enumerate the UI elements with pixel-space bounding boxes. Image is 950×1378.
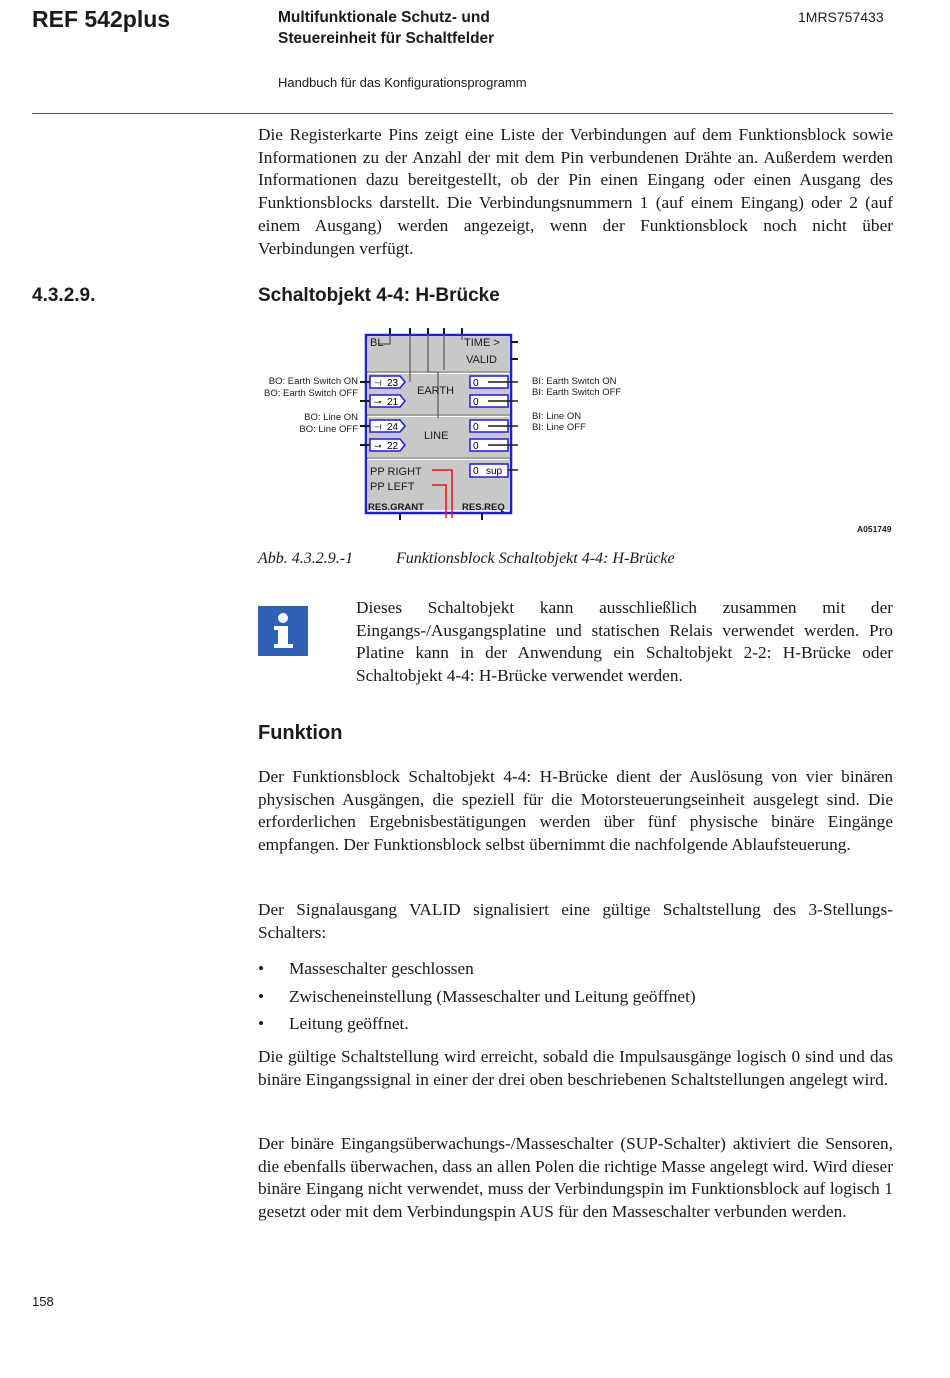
document-title <box>278 7 494 49</box>
bullet-icon: • <box>258 986 265 1006</box>
bullet-icon: • <box>258 959 265 978</box>
svg-text:0: 0 <box>473 397 479 408</box>
bullet-list <box>258 958 893 1041</box>
svg-text:⊣: ⊣ <box>374 422 382 432</box>
funktion-paragraph-2: Der Signalausgang VALID signalisiert eine gültige Schaltstellung des 3-Stellungs-Schalters: <box>258 900 893 942</box>
bl-label: BL <box>370 337 384 349</box>
info-icon <box>258 606 308 656</box>
function-block-diagram <box>250 322 670 522</box>
list-item: • Zwischeneinstellung (Masseschalter und Leitung geöffnet) <box>258 986 893 1014</box>
document-title-line-2: Steuereinheit für Schaltfelder <box>278 30 495 47</box>
label-bi-earth-off: BI: Earth Switch OFF <box>532 387 622 398</box>
label-bi-line-off: BI: Line OFF <box>532 422 586 433</box>
bullet-icon: • <box>258 1014 265 1033</box>
svg-text:22: 22 <box>387 441 399 452</box>
label-bi-earth-on: BI: Earth Switch ON <box>532 376 617 387</box>
svg-text:⊣: ⊣ <box>374 378 382 388</box>
svg-text:⊸: ⊸ <box>374 397 382 407</box>
document-title-line-1: Multifunktionale Schutz- und <box>278 9 490 26</box>
svg-text:0: 0 <box>473 378 479 389</box>
funktion-heading: Funktion <box>258 722 343 744</box>
svg-text:0: 0 <box>473 441 479 452</box>
label-bo-earth-off: BO: Earth Switch OFF <box>264 388 358 399</box>
header-divider <box>32 113 893 114</box>
pp-right-label: PP RIGHT <box>370 466 422 478</box>
list-item: • Masseschalter geschlossen <box>258 958 893 986</box>
section-number: 4.3.2.9. <box>32 285 96 306</box>
svg-text:24: 24 <box>387 422 399 433</box>
page-number: 158 <box>32 1294 54 1309</box>
label-bi-line-on: BI: Line ON <box>532 411 582 422</box>
pp-left-label: PP LEFT <box>370 481 415 493</box>
res-grant-label: RES.GRANT <box>368 502 424 513</box>
funktion-paragraph-4: Der binäre Eingangsüberwachungs-/Masseschalter (SUP-Schalter) aktiviert die Sensoren, die ebenfalls überwachen, dass an allen Polen die richtige Masse angelegt wird. Wird dieser binäre Eingang nicht verwendet, muss der Verbindungspin im Funktionsblock auf logisch 1 gesetzt oder mit dem Verbindungspin AUS für den Masseschalter verbunden werden. <box>258 1134 893 1222</box>
product-name: REF 542plus <box>32 6 171 32</box>
label-bo-line-off: BO: Line OFF <box>299 424 358 435</box>
figure-id: A051749 <box>857 524 892 534</box>
time-label: TIME > <box>464 337 500 349</box>
svg-text:0: 0 <box>473 422 479 433</box>
caption-text: Funktionsblock Schaltobjekt 4-4: H-Brücke <box>396 550 675 567</box>
svg-text:23: 23 <box>387 378 399 389</box>
document-subtitle: Handbuch für das Konfigurationsprogramm <box>278 75 527 90</box>
valid-label: VALID <box>466 354 497 366</box>
section-title: Schaltobjekt 4-4: H-Brücke <box>258 285 500 306</box>
svg-text:21: 21 <box>387 397 399 408</box>
res-req-label: RES.REQ <box>462 502 505 513</box>
label-bo-line-on: BO: Line ON <box>304 412 358 423</box>
label-bo-earth-on: BO: Earth Switch ON <box>268 376 358 387</box>
svg-text:0: 0 <box>473 466 479 477</box>
document-number: 1MRS757433 <box>798 9 884 25</box>
intro-paragraph: Die Registerkarte Pins zeigt eine Liste der Verbindungen auf dem Funktionsblock sowie Informationen zu der Anzahl der mit dem Pin verbundenen Drähte an. Außerdem werden Informationen dazu bereitgestellt, ob der Pin einen Eingang oder einen Ausgang des Funktionsblocks darstellt. Die Verbindungsnummern 1 (auf einem Eingang) oder 2 (auf einem Ausgang) werden angezeigt, wenn der Funktionsblock noch nicht über Verbindungen verfügt. <box>258 125 893 258</box>
svg-text:⊸: ⊸ <box>374 441 382 451</box>
list-item: • Leitung geöffnet. <box>258 1013 893 1041</box>
svg-text:sup: sup <box>486 466 503 477</box>
earth-label: EARTH <box>417 385 455 397</box>
info-note-text: Dieses Schaltobjekt kann ausschließlich zusammen mit der Eingangs-/Ausgangsplatine und statischen Relais verwendet werden. Pro Platine kann in der Anwendung ein Schaltobjekt 2-2: H-Brücke oder Schaltobjekt 4-4: H-Brücke verwendet werden. <box>356 598 893 686</box>
funktion-paragraph-1: Der Funktionsblock Schaltobjekt 4-4: H-Brücke dient der Auslösung von vier binären physischen Ausgängen, die speziell für die Motorsteuerungseinheit ausgelegt sind. Die erforderlichen Ergebnisbestätigungen werden über fünf physische binäre Eingänge empfangen. Der Funktionsblock selbst übernimmt die nachfolgende Ablaufsteuerung. <box>258 767 893 855</box>
caption-number: Abb. 4.3.2.9.-1 <box>258 550 354 567</box>
line-label: LINE <box>424 430 449 442</box>
funktion-paragraph-3: Die gültige Schaltstellung wird erreicht, sobald die Impulsausgänge logisch 0 sind und das binäre Eingangssignal in einer der drei oben beschriebenen Schaltstellungen angelegt wird. <box>258 1047 893 1089</box>
